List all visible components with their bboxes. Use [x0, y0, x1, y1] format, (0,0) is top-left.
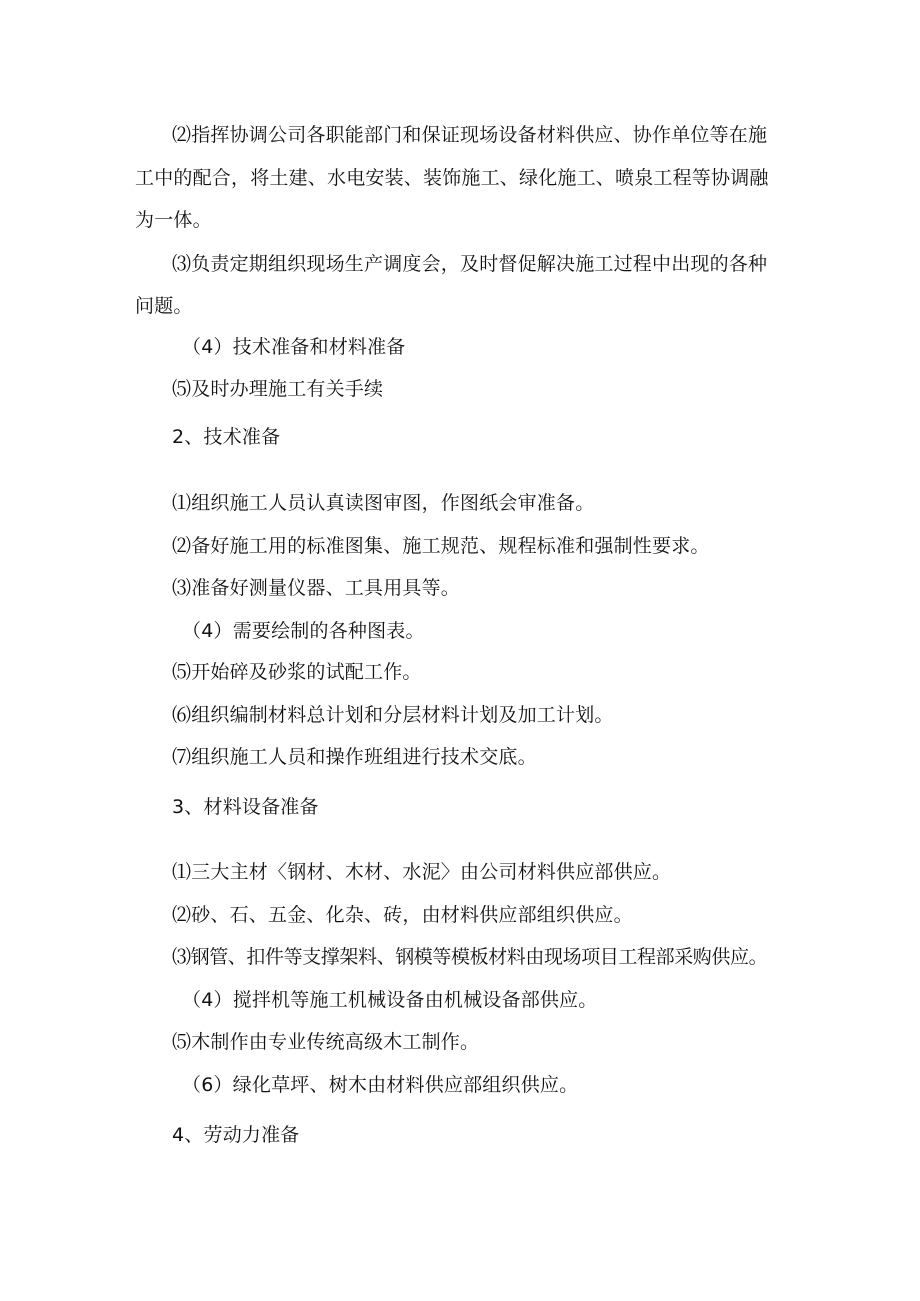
list-item: ⑵砂、石、五金、化杂、砖，由材料供应部组织供应。: [172, 904, 633, 926]
section-heading-labor-preparation: 4、劳动力准备: [172, 1124, 300, 1146]
section-heading-material-equipment-preparation: 3、材料设备准备: [172, 796, 319, 818]
list-item: ⑹组织编制材料总计划和分层材料计划及加工计划。: [172, 704, 614, 726]
list-item: （4）搅拌机等施工机械设备由机械设备部供应。: [182, 989, 598, 1011]
list-item: ⑴组织施工人员认真读图审图，作图纸会审准备。: [172, 492, 595, 514]
paragraph-item-3-line-2: 问题。: [135, 295, 193, 317]
list-item: ⑶准备好测量仪器、工具用具等。: [172, 577, 461, 599]
paragraph-item-5: ⑸及时办理施工有关手续: [172, 378, 384, 400]
paragraph-item-2-line-3: 为一体。: [135, 209, 212, 231]
list-item: ⑸木制作由专业传统高级木工制作。: [172, 1031, 480, 1053]
list-item: ⑸开始碎及砂浆的试配工作。: [172, 661, 422, 683]
paragraph-item-4: （4）技术准备和材料准备: [182, 336, 406, 358]
paragraph-item-3-line-1: ⑶负责定期组织现场生产调度会，及时督促解决施工过程中出现的各种: [172, 253, 768, 275]
list-item: ⑴三大主材〈钢材、木材、水泥〉由公司材料供应部供应。: [172, 861, 672, 883]
section-heading-technical-preparation: 2、技术准备: [172, 426, 281, 448]
list-item: （6）绿化草坪、树木由材料供应部组织供应。: [182, 1074, 579, 1096]
list-item: ⑺组织施工人员和操作班组进行技术交底。: [172, 746, 537, 768]
paragraph-item-2-line-2: 工中的配合，将土建、水电安装、装饰施工、绿化施工、喷泉工程等协调融: [135, 167, 769, 189]
list-item: （4）需要绘制的各种图表。: [182, 620, 425, 642]
paragraph-item-2-line-1: ⑵指挥协调公司各职能部门和保证现场设备材料供应、协作单位等在施: [172, 124, 768, 146]
list-item: ⑶钢管、扣件等支撑架料、钢模等模板材料由现场项目工程部采购供应。: [172, 946, 768, 968]
list-item: ⑵备好施工用的标准图集、施工规范、规程标准和强制性要求。: [172, 535, 710, 557]
